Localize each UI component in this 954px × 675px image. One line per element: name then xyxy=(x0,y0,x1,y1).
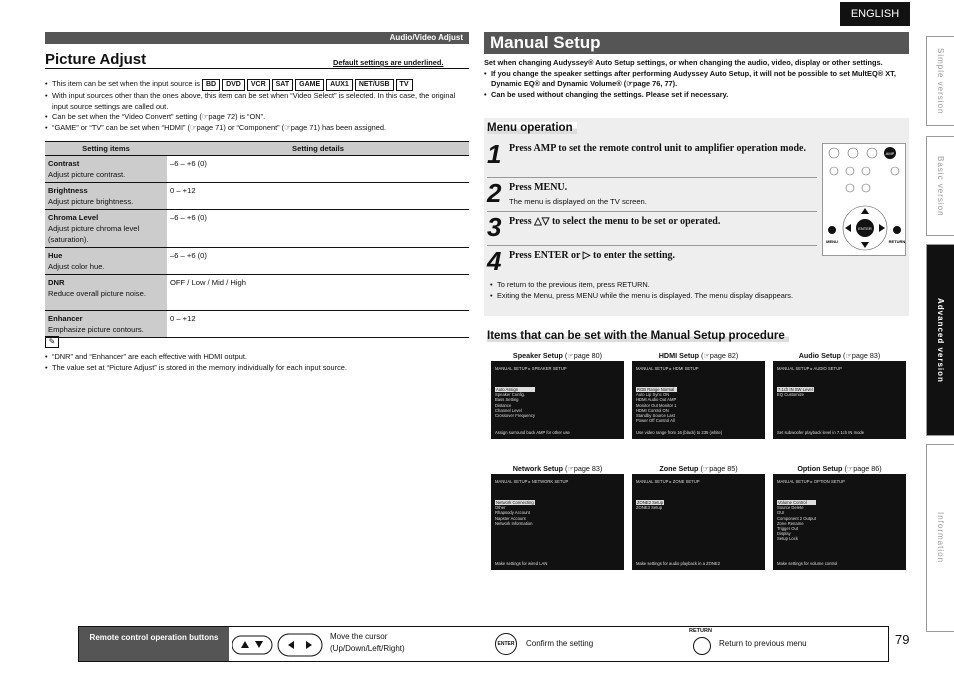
settings-table xyxy=(45,141,469,338)
section-bar: Audio/Video Adjust xyxy=(45,32,469,44)
tab-label: Simple version xyxy=(936,47,945,115)
source-badge: GAME xyxy=(295,79,324,91)
panel-caption: HDMI Setup (☞page 82) xyxy=(658,351,739,360)
menu-operation-title: Menu operation xyxy=(487,122,577,134)
svg-text:AMP: AMP xyxy=(885,151,895,156)
list-item: • Can be set when the “Video Convert” setting (☞page 72) is “ON”. xyxy=(45,112,469,123)
remote-illustration xyxy=(822,143,906,256)
panel-caption: Speaker Setup (☞page 80) xyxy=(512,351,603,360)
tab-label: Advanced version xyxy=(936,297,945,383)
steps xyxy=(487,139,817,276)
table-row: Brightness Adjust picture brightness. 0 – +12 xyxy=(45,183,469,210)
return-text: Return to previous menu xyxy=(719,639,807,648)
source-badge: AUX1 xyxy=(326,79,353,91)
enter-button-icon: ENTER xyxy=(495,633,517,655)
tab-label: Information xyxy=(936,512,945,564)
list-item: • To return to the previous item, press RETURN. xyxy=(490,280,810,291)
source-badge: TV xyxy=(396,79,413,91)
bullet-text: This item can be set when the input source is xyxy=(52,79,200,88)
source-badge: BD xyxy=(202,79,220,91)
menu-screen-hdmi[interactable]: MANUAL SETUP ▸ HDMI SETUP RGB Range Normal Auto Lip Sync ON HDMI Audio Out AMP Monitor Out Monitor 1 HDMI Control ON Standby Source Last Power Off Control All Use video range from 16 (black) to 235 (white) xyxy=(632,361,765,439)
menu-screen-audio[interactable]: MANUAL SETUP ▸ AUDIO SETUP 7.1ch IN SW Level EQ Customize Set subwoofer playback level in 7.1ch IN mode xyxy=(773,361,906,439)
tab-simple-version[interactable] xyxy=(926,36,954,126)
list-item xyxy=(45,79,469,91)
legend-label: Remote control operation buttons xyxy=(79,627,229,661)
col-header: Setting items xyxy=(45,142,167,156)
intro xyxy=(484,58,909,100)
source-badge: SAT xyxy=(272,79,293,91)
list-item: • Exiting the Menu, press MENU while the menu is displayed. The menu display disappears. xyxy=(490,291,810,302)
panel-caption: Network Setup (☞page 83) xyxy=(512,464,603,473)
notes xyxy=(45,352,469,373)
page-title: Picture Adjust xyxy=(45,51,147,68)
menu-screen-speaker[interactable]: MANUAL SETUP ▸ SPEAKER SETUP Auto Assign Speaker Config. Bass Setting Distance Channel Level Crossover Frequency Assign surround back AMP for other use xyxy=(491,361,624,439)
source-badge: VCR xyxy=(247,79,270,91)
settings-table-wrap xyxy=(45,141,469,338)
pencil-icon: ✎ xyxy=(45,336,59,348)
step-4: 4 Press ENTER or ▷ to enter the setting. xyxy=(487,246,676,276)
tab-advanced-version[interactable] xyxy=(926,244,954,436)
table-row: Enhancer Emphasize picture contours. 0 – +12 xyxy=(45,311,469,338)
list-item: • If you change the speaker settings after performing Audyssey Auto Setup, it will not be possible to set MultEQ® XT, Dynamic EQ® and Dynamic Volume® (☞page 76, 77). xyxy=(484,69,909,90)
intro-text: Set when changing Audyssey® Auto Setup settings, or when changing the audio, video, display or other settings. xyxy=(484,58,883,67)
svg-text:RETURN: RETURN xyxy=(888,239,906,244)
page-number: 79 xyxy=(895,632,910,647)
step-1: 1 Press AMP to set the remote control unit to amplifier operation mode. xyxy=(487,142,817,178)
language-tab: ENGLISH xyxy=(840,2,910,26)
step-notes xyxy=(490,280,810,301)
list-item: • Can be used without changing the settings. Please set if necessary. xyxy=(484,90,909,101)
source-badge: DVD xyxy=(222,79,245,91)
items-title: Items that can be set with the Manual Setup procedure xyxy=(487,330,789,342)
panel-caption: Zone Setup (☞page 85) xyxy=(659,464,738,473)
tab-information[interactable] xyxy=(926,444,954,632)
panel-caption: Option Setup (☞page 86) xyxy=(797,464,882,473)
svg-text:ENTER: ENTER xyxy=(858,226,872,231)
tab-basic-version[interactable] xyxy=(926,136,954,236)
source-badge: NET/USB xyxy=(355,79,394,91)
col-header: Setting details xyxy=(167,142,469,156)
cursor-keys-icon xyxy=(232,632,324,658)
table-row: Contrast Adjust picture contrast. –6 – +6 (0) xyxy=(45,156,469,183)
table-row: Hue Adjust color hue. –6 – +6 (0) xyxy=(45,248,469,275)
menu-screen-option[interactable]: MANUAL SETUP ▸ OPTION SETUP Volume Control Source Delete GUI Component 2 Output Zone Rename Trigger Out Display Setup Lock Make settings for volume control xyxy=(773,474,906,570)
menu-screen-network[interactable]: MANUAL SETUP ▸ NETWORK SETUP Network Connecting Other Rhapsody Account Napster Account Network Information Make settings for wired LAN xyxy=(491,474,624,570)
table-row: Chroma Level Adjust picture chroma level (saturation). –6 – +6 (0) xyxy=(45,210,469,248)
tab-label: Basic version xyxy=(936,155,945,217)
table-row: DNR Reduce overall picture noise. OFF / Low / Mid / High xyxy=(45,275,469,311)
step-2: 2 Press MENU. The menu is displayed on the TV screen. xyxy=(487,178,817,212)
move-cursor-text: Move the cursor (Up/Down/Left/Right) xyxy=(330,632,405,653)
menu-screen-zone[interactable]: MANUAL SETUP ▸ ZONE SETUP ZONE2 Setup ZONE3 Setup Make settings for audio playback in a ZONE2 xyxy=(632,474,765,570)
step-3: 3 Press △▽ to select the menu to be set or operated. xyxy=(487,212,817,246)
return-button-icon xyxy=(693,637,711,655)
list-item: • The value set at “Picture Adjust” is stored in the memory individually for each input source. xyxy=(45,363,469,374)
divider xyxy=(45,68,469,69)
section-title: Manual Setup xyxy=(484,32,909,54)
panel-caption: Audio Setup (☞page 83) xyxy=(798,351,881,360)
remote-icon xyxy=(823,144,907,257)
source-list xyxy=(45,79,469,133)
remote-buttons-legend xyxy=(78,626,889,662)
svg-text:MENU: MENU xyxy=(826,239,838,244)
default-note: Default settings are underlined. xyxy=(333,58,444,67)
confirm-text: Confirm the setting xyxy=(526,639,594,648)
list-item: • “GAME” or “TV” can be set when “HDMI” (☞page 71) or “Component” (☞page 71) has been assigned. xyxy=(45,123,469,134)
return-key-label: RETURN xyxy=(689,628,712,634)
list-item: • With input sources other than the ones above, this item can be set when “Video Select” is selected. In this case, the original input source settings are called out. xyxy=(45,91,469,112)
list-item: • “DNR” and “Enhancer” are each effective with HDMI output. xyxy=(45,352,469,363)
